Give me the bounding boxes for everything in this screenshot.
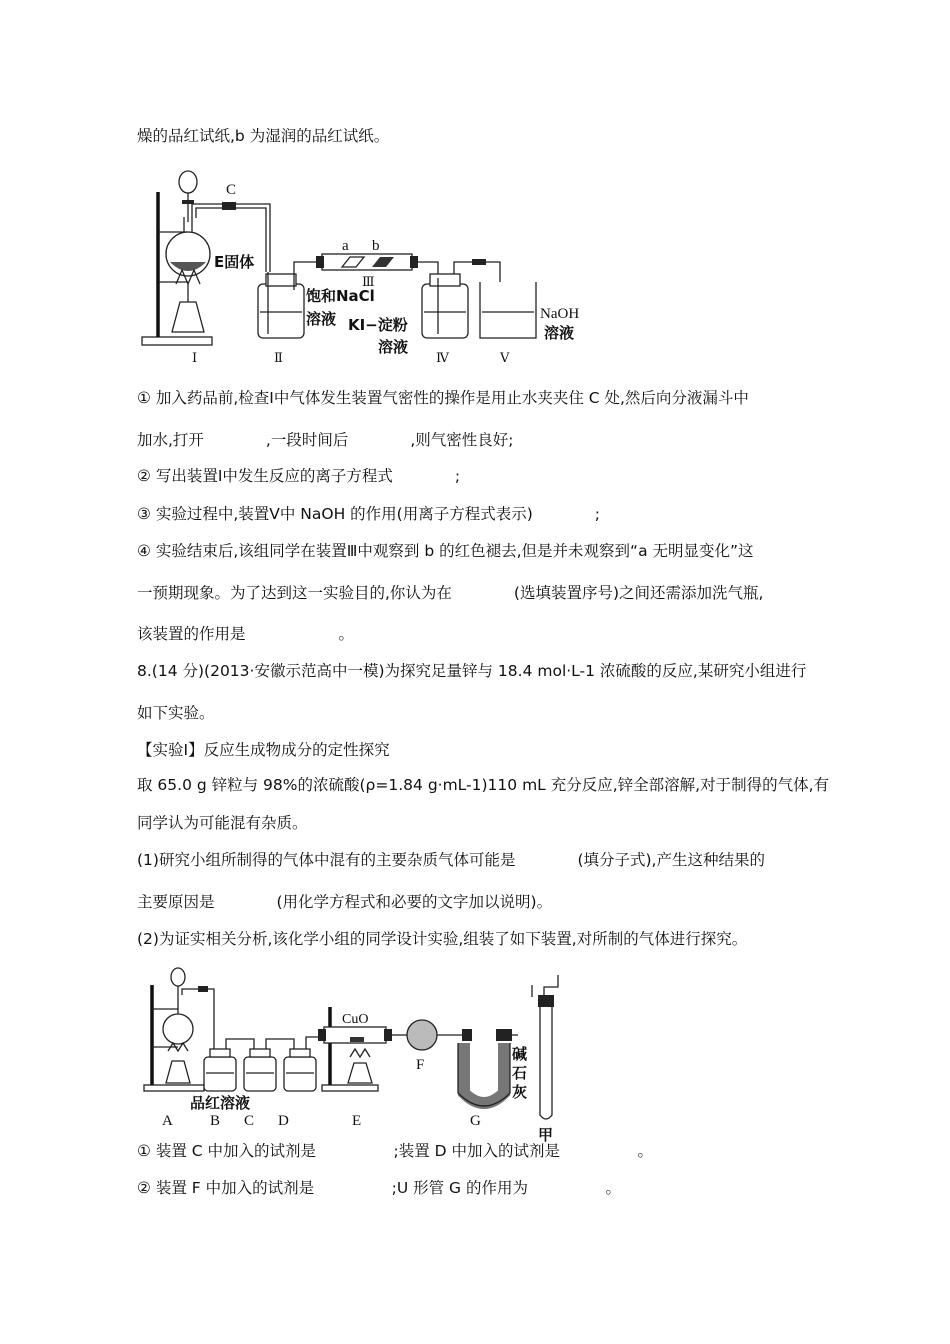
label-c: C bbox=[244, 1113, 255, 1129]
text-line-1: 燥的品红试纸,b 为湿润的品红试纸。 bbox=[137, 127, 390, 145]
text-line-14: (1)研究小组所制得的气体中混有的主要杂质气体可能是 (填分子式),产生这种结果的 bbox=[137, 851, 765, 869]
text-line-16: (2)为证实相关分析,该化学小组的同学设计实验,组装了如下装置,对所制的气体进行探究。 bbox=[137, 930, 748, 948]
label-e-solid: E固体 bbox=[214, 253, 255, 271]
text-line-8: 该装置的作用是 。 bbox=[137, 625, 355, 643]
label-c: C bbox=[226, 182, 237, 198]
label-jia: 甲 bbox=[538, 1126, 554, 1144]
label-naoh-solution: 溶液 bbox=[544, 324, 575, 342]
label-iv: Ⅳ bbox=[436, 350, 449, 365]
label-nacl: 饱和NaCl bbox=[306, 287, 375, 305]
label-iii: Ⅲ bbox=[362, 274, 375, 289]
label-cuo: CuO bbox=[342, 1012, 369, 1027]
text-line-13: 同学认为可能混有杂质。 bbox=[137, 814, 308, 832]
label-ii: Ⅱ bbox=[274, 350, 283, 365]
label-d: D bbox=[278, 1113, 289, 1129]
label-a: A bbox=[162, 1113, 173, 1129]
label-e: E bbox=[352, 1113, 362, 1129]
label-soda-lime-3: 灰 bbox=[512, 1083, 528, 1101]
label-b: B bbox=[210, 1113, 221, 1129]
text-line-7: 一预期现象。为了达到这一实验目的,你认为在 (选填装置序号)之间还需添加洗气瓶, bbox=[137, 584, 764, 602]
text-line-18: ② 装置 F 中加入的试剂是 ;U 形管 G 的作用为 。 bbox=[137, 1179, 621, 1197]
label-b: b bbox=[372, 238, 380, 254]
text-line-2: ① 加入药品前,检查Ⅰ中气体发生装置气密性的操作是用止水夹夹住 C 处,然后向分液漏斗中 bbox=[137, 389, 749, 407]
text-line-6: ④ 实验结束后,该组同学在装置Ⅲ中观察到 b 的红色褪去,但是并未观察到“a 无明显变化”这 bbox=[137, 542, 754, 560]
label-naoh: NaOH bbox=[540, 306, 580, 322]
label-soda-lime-1: 碱 bbox=[512, 1045, 528, 1063]
label-f: F bbox=[416, 1057, 425, 1073]
apparatus-figure-1 bbox=[138, 162, 598, 374]
text-line-12: 取 65.0 g 锌粒与 98%的浓硫酸(ρ=1.84 g·mL-1)110 mL 充分反应,锌全部溶解,对于制得的气体,有 bbox=[137, 776, 830, 794]
label-a: a bbox=[342, 238, 349, 254]
label-ki-solution: 溶液 bbox=[378, 338, 409, 356]
label-ki-starch: KI−淀粉 bbox=[348, 316, 408, 334]
label-v: Ⅴ bbox=[500, 350, 510, 365]
label-soda-lime-2: 石 bbox=[512, 1064, 528, 1082]
text-line-10: 如下实验。 bbox=[137, 704, 215, 722]
label-nacl-solution: 溶液 bbox=[306, 310, 337, 328]
text-line-4: ② 写出装置Ⅰ中发生反应的离子方程式 ; bbox=[137, 467, 461, 485]
apparatus-figure-2 bbox=[138, 965, 608, 1144]
label-g: G bbox=[470, 1113, 481, 1129]
text-line-5: ③ 实验过程中,装置Ⅴ中 NaOH 的作用(用离子方程式表示) ; bbox=[137, 505, 600, 523]
label-i: Ⅰ bbox=[192, 350, 198, 365]
text-line-11: 【实验Ⅰ】反应生成物成分的定性探究 bbox=[137, 741, 390, 759]
text-line-3: 加水,打开 ,一段时间后 ,则气密性良好; bbox=[137, 431, 514, 449]
text-line-15: 主要原因是 (用化学方程式和必要的文字加以说明)。 bbox=[137, 893, 553, 911]
text-line-17: ① 装置 C 中加入的试剂是 ;装置 D 中加入的试剂是 。 bbox=[137, 1142, 654, 1160]
label-pinhong: 品红溶液 bbox=[190, 1094, 251, 1112]
text-line-9: 8.(14 分)(2013·安徽示范高中一模)为探究足量锌与 18.4 mol·L-1 浓硫酸的反应,某研究小组进行 bbox=[137, 662, 807, 680]
